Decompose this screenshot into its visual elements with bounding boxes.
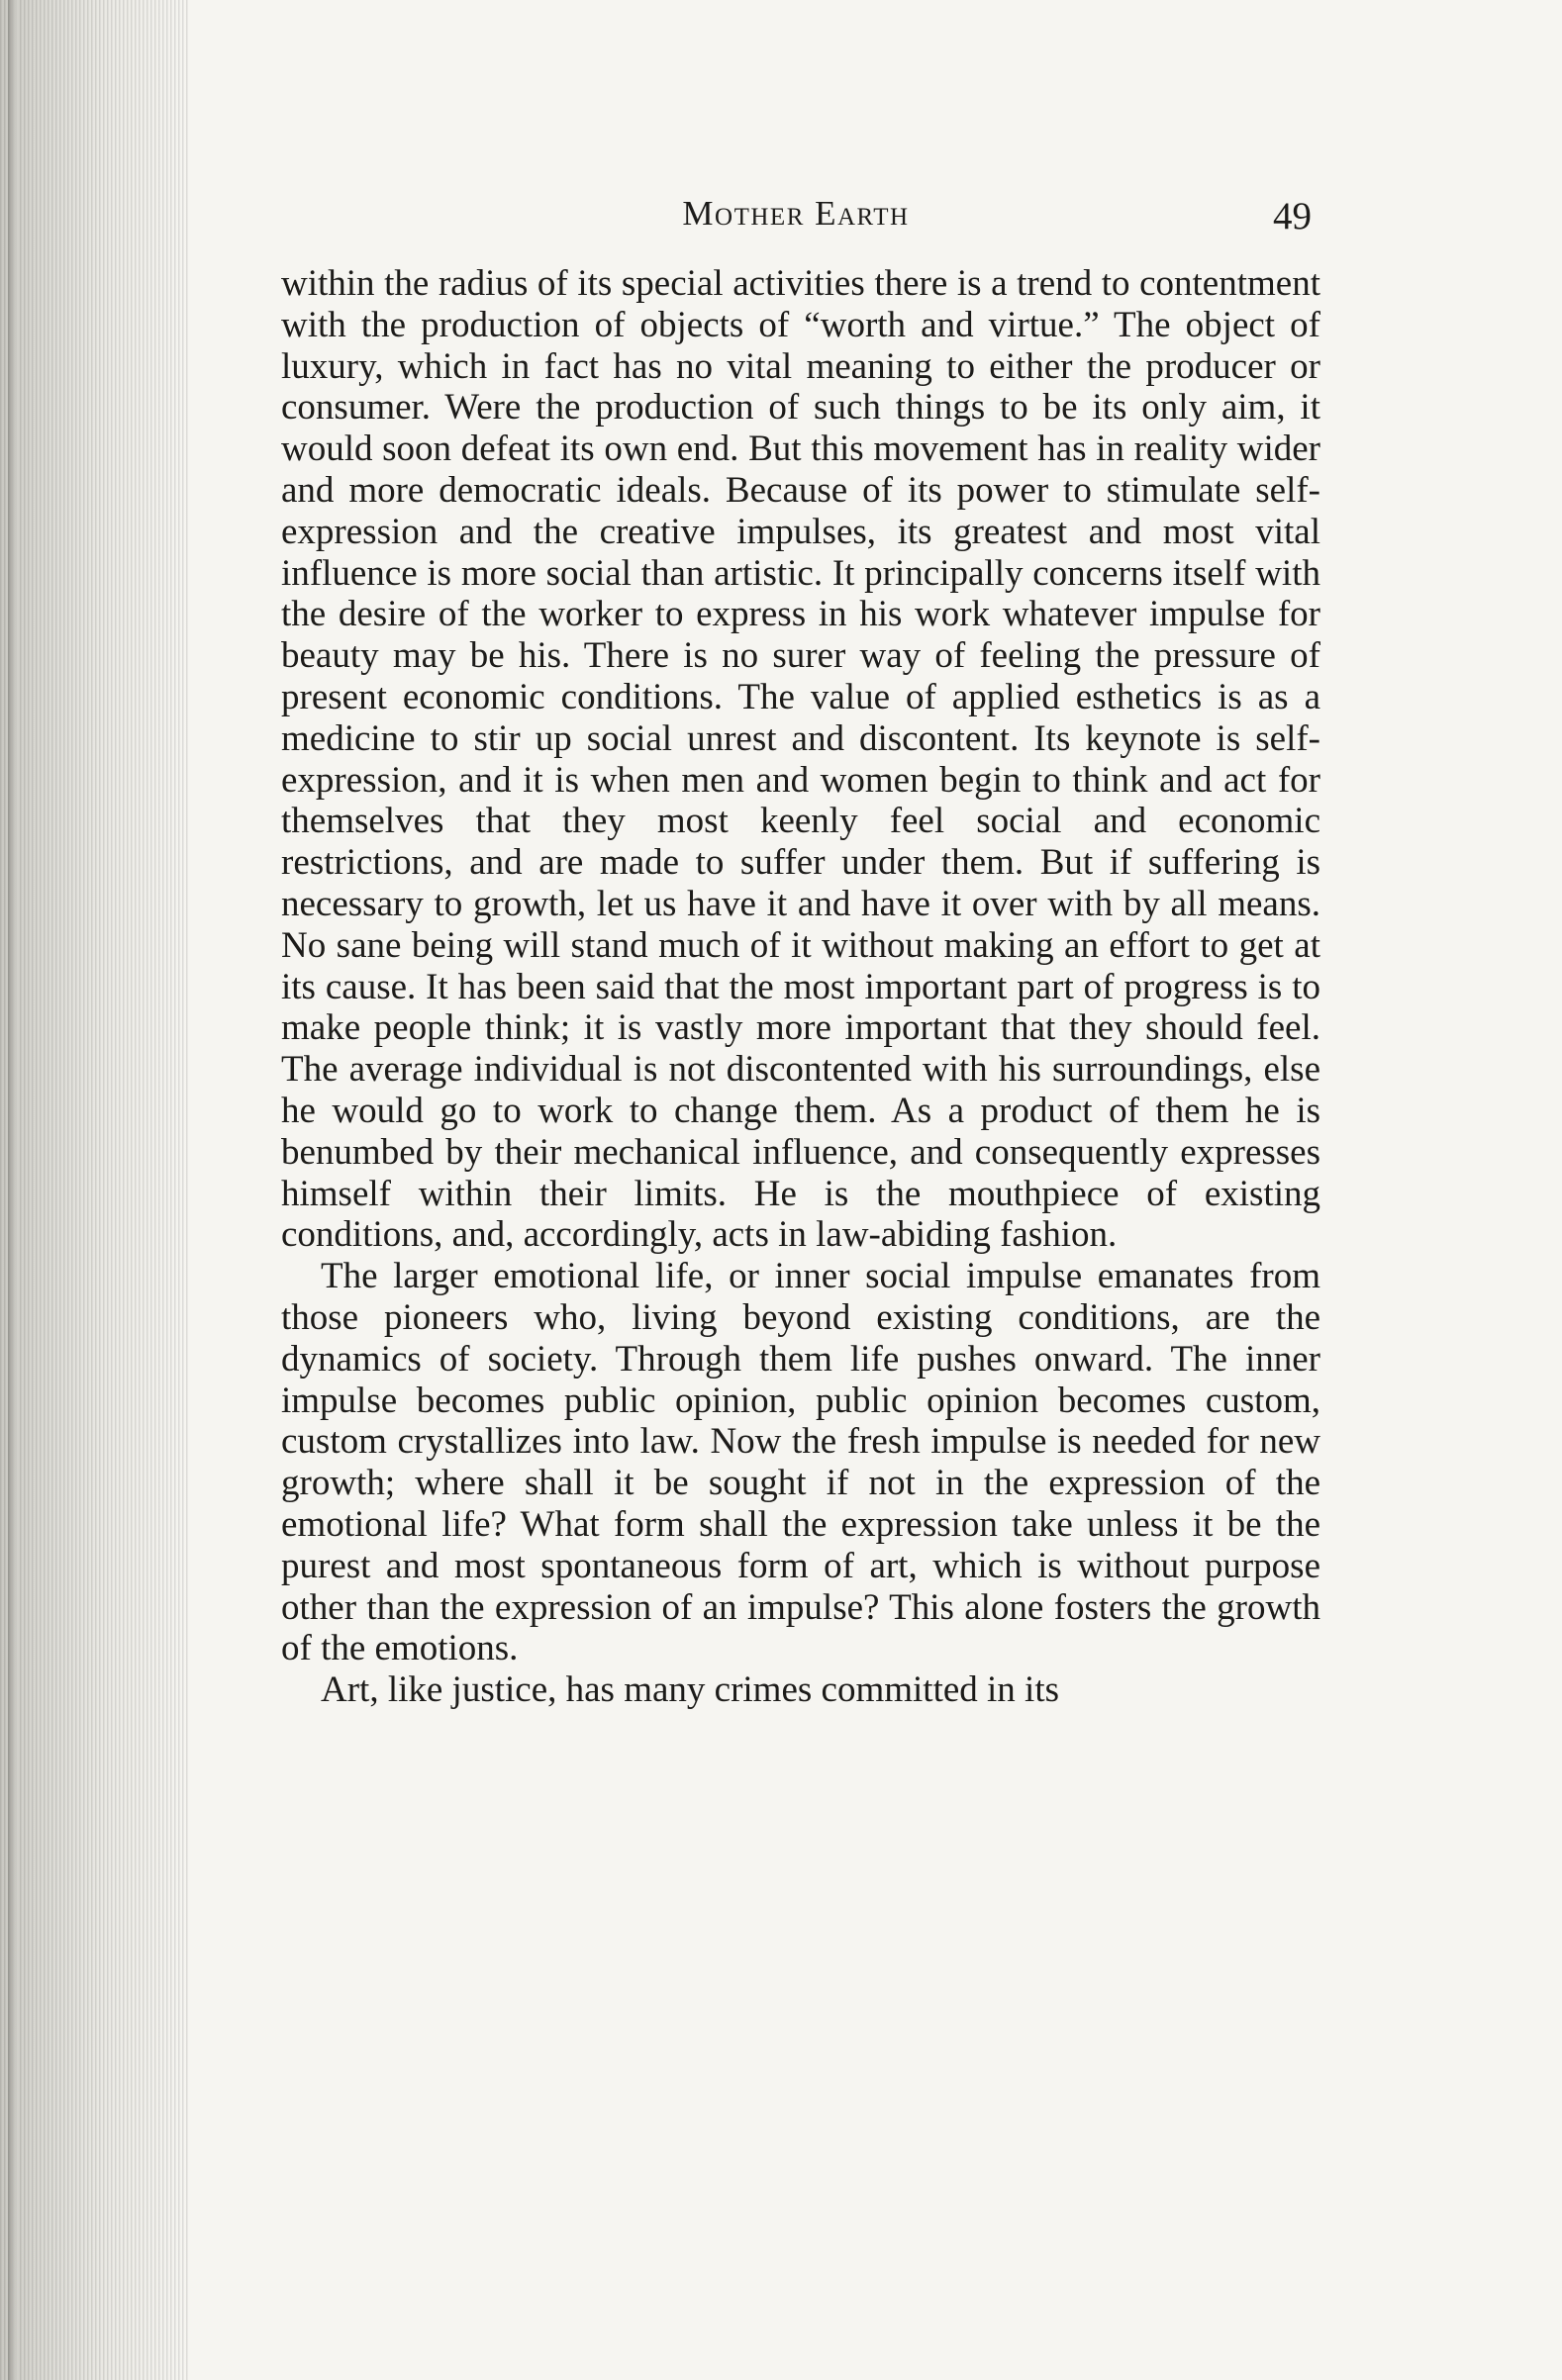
- paragraph-art-justice: Art, like justice, has many crimes committed in its: [321, 1669, 1060, 1711]
- paragraph-continued: within the radius of its special activities there is a trend to contentment with the production of objects of “worth and virtue.” The object of luxury, which in fact has no vital meaning to either the producer or consumer. Were the production of such things to be its only aim, it would soon defeat its own end. But this movement has in reality wider and more democratic ideals. Because of its power to stimulate self-expression and the creative impulses, its greatest and most vital influence is more social than artistic. It principally concerns itself with the desire of the worker to express in his work whatever impulse for beauty may be his. There is no surer way of feeling the pressure of present economic conditions. The value of applied esthetics is as a medicine to stir up social unrest and discontent. Its keynote is self-expression, and it is when men and women begin to think and act for themselves that they most keenly feel social and economic restrictions, and are made to suffer under them. But if suffering is necessary to growth, let us have it and have it over with by all means. No sane being will stand much of it without making an effort to get at its cause. It has been said that the most important part of progress is to make people think; it is vastly more important that they should feel. The average individual is not discontented with his surroundings, else he would go to work to change them. As a product of them he is benumbed by their mechanical influence, and consequently expresses himself within their limits. He is the mouthpiece of existing conditions, and, accordingly, acts in law-abiding fashion.: [281, 263, 1320, 1256]
- paragraph-emotional-life: The larger emotional life, or inner social impulse emanates from those pioneers who, living beyond existing conditions, are the dynamics of society. Through them life pushes onward. The inner impulse becomes public opinion, public opinion becomes custom, custom crystallizes into law. Now the fresh impulse is needed for new growth; where shall it be sought if not in the expression of the emotional life? What form shall the expression take unless it be the purest and most spontaneous form of art, which is without purpose other than the expression of an impulse? This alone fosters the growth of the emotions.: [281, 1256, 1320, 1669]
- running-head: Mother Earth: [682, 194, 910, 233]
- body-text: [281, 263, 1320, 1711]
- page-number: 49: [1273, 195, 1312, 238]
- page-binding-edge: [8, 0, 18, 2380]
- page-gutter-shadow: [0, 0, 188, 2380]
- page-header: [280, 194, 1312, 245]
